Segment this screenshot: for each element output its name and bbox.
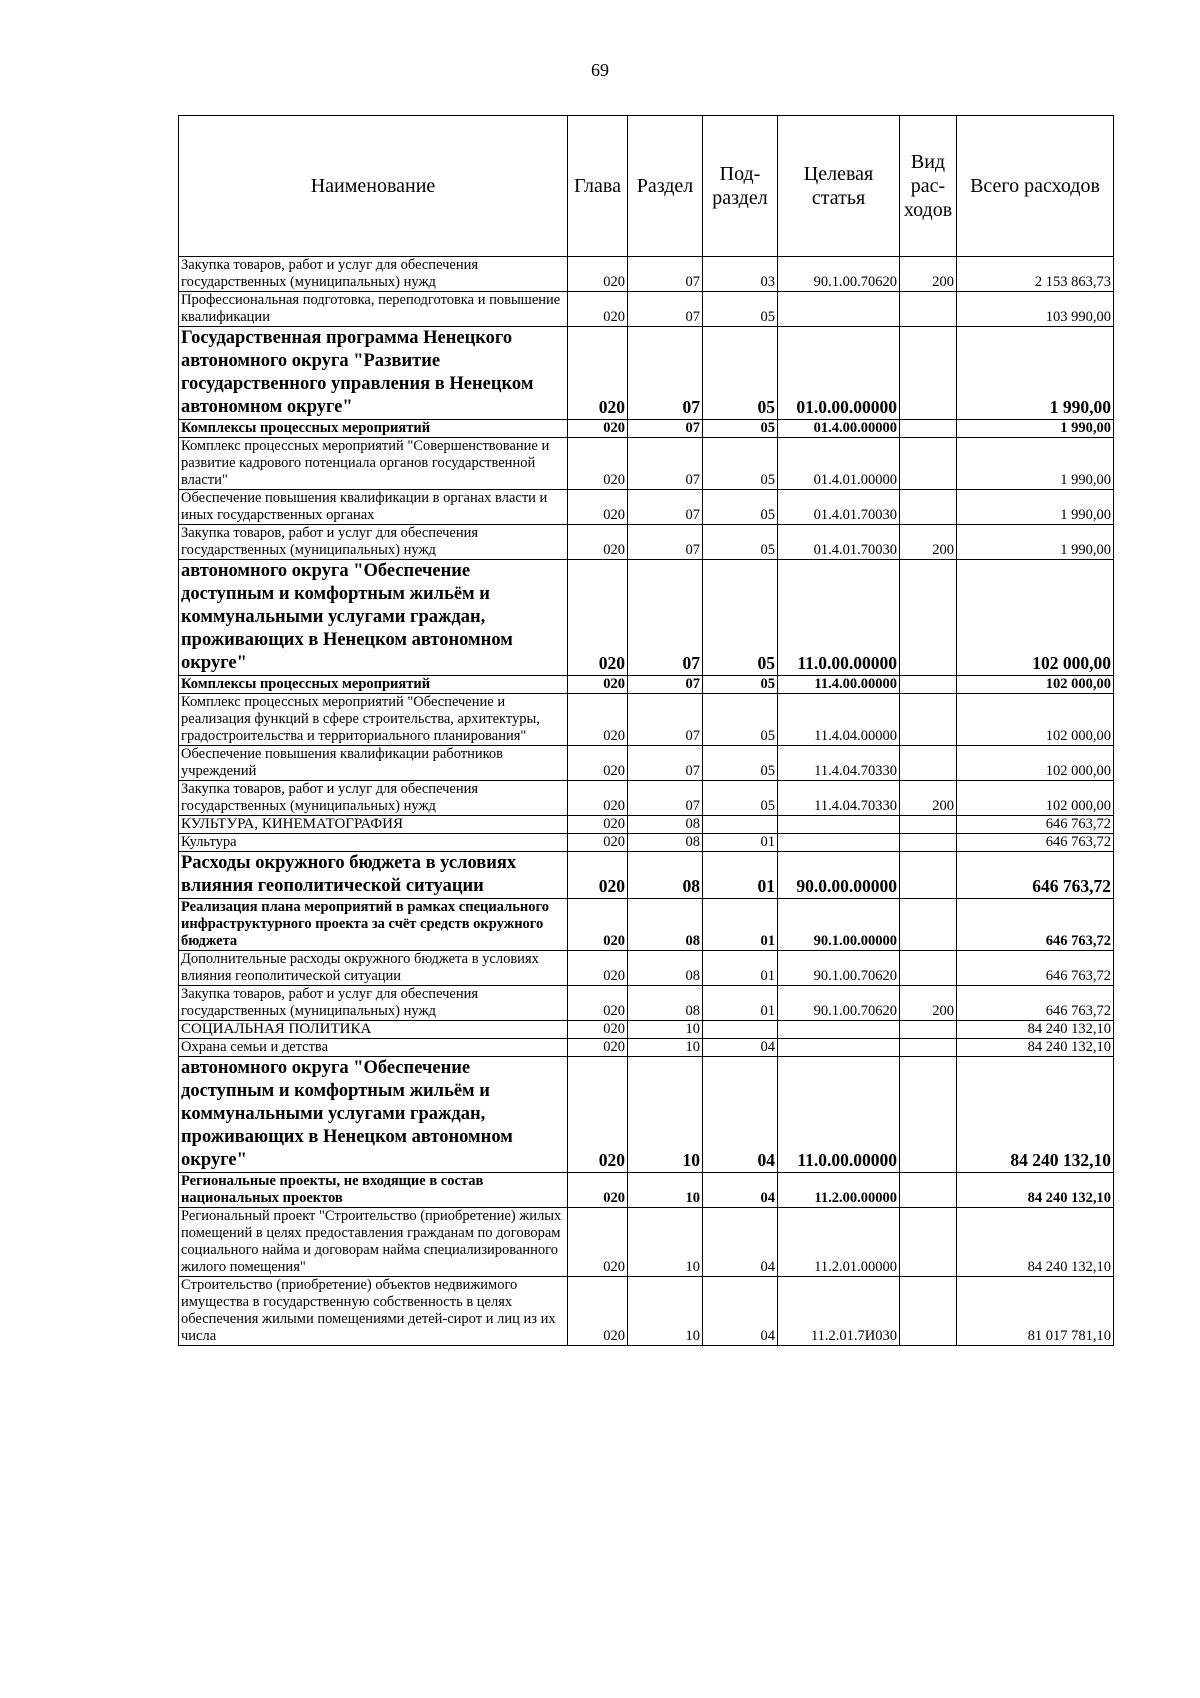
cell-chapter: 020	[568, 781, 628, 816]
cell-target	[778, 292, 900, 327]
cell-total: 646 763,72	[957, 852, 1114, 899]
cell-name: автономного округа "Обеспечение доступным и комфортным жильём и коммунальными услугами граждан, проживающих в Ненецком автономном округе"	[179, 1057, 568, 1173]
cell-name: Профессиональная подготовка, переподготовка и повышение квалификации	[179, 292, 568, 327]
cell-section: 07	[628, 781, 703, 816]
cell-subsection: 01	[703, 986, 778, 1021]
cell-subsection: 03	[703, 257, 778, 292]
table-row	[179, 1208, 1114, 1277]
cell-subsection: 01	[703, 834, 778, 852]
cell-total: 646 763,72	[957, 986, 1114, 1021]
cell-subsection: 05	[703, 560, 778, 676]
header-section: Раздел	[628, 116, 703, 257]
cell-subsection: 05	[703, 676, 778, 694]
cell-chapter: 020	[568, 525, 628, 560]
cell-name: Обеспечение повышения квалификации работников учреждений	[179, 746, 568, 781]
budget-table	[178, 115, 1114, 1346]
cell-name: Закупка товаров, работ и услуг для обеспечения государственных (муниципальных) нужд	[179, 525, 568, 560]
cell-target: 11.2.01.00000	[778, 1208, 900, 1277]
cell-target	[778, 1021, 900, 1039]
cell-total: 1 990,00	[957, 490, 1114, 525]
cell-subsection: 04	[703, 1173, 778, 1208]
cell-expense-type	[900, 560, 957, 676]
cell-subsection: 05	[703, 438, 778, 490]
cell-name: Расходы окружного бюджета в условиях влияния геополитической ситуации	[179, 852, 568, 899]
cell-target: 90.1.00.70620	[778, 951, 900, 986]
table-row	[179, 525, 1114, 560]
cell-target: 11.2.00.00000	[778, 1173, 900, 1208]
cell-target: 01.4.01.70030	[778, 490, 900, 525]
table-row	[179, 986, 1114, 1021]
cell-target: 90.0.00.00000	[778, 852, 900, 899]
cell-expense-type	[900, 1057, 957, 1173]
table-row	[179, 490, 1114, 525]
cell-chapter: 020	[568, 1021, 628, 1039]
cell-target	[778, 1039, 900, 1057]
cell-subsection: 05	[703, 746, 778, 781]
cell-target: 90.1.00.70620	[778, 257, 900, 292]
cell-subsection: 01	[703, 899, 778, 951]
table-row	[179, 438, 1114, 490]
cell-subsection: 05	[703, 781, 778, 816]
cell-name: Государственная программа Ненецкого автономного округа "Развитие государственного управления в Ненецком автономном округе"	[179, 327, 568, 420]
cell-chapter: 020	[568, 1173, 628, 1208]
cell-chapter: 020	[568, 899, 628, 951]
cell-total: 102 000,00	[957, 746, 1114, 781]
cell-section: 07	[628, 676, 703, 694]
cell-chapter: 020	[568, 490, 628, 525]
cell-name: Строительство (приобретение) объектов недвижимого имущества в государственную собственность в целях обеспечения жилыми помещениями детей-сирот и лиц из их числа	[179, 1277, 568, 1346]
cell-name: Региональные проекты, не входящие в состав национальных проектов	[179, 1173, 568, 1208]
cell-chapter: 020	[568, 1208, 628, 1277]
cell-section: 08	[628, 986, 703, 1021]
cell-subsection	[703, 816, 778, 834]
cell-expense-type	[900, 420, 957, 438]
cell-total: 1 990,00	[957, 327, 1114, 420]
cell-chapter: 020	[568, 420, 628, 438]
cell-subsection: 05	[703, 694, 778, 746]
cell-expense-type	[900, 327, 957, 420]
cell-chapter: 020	[568, 438, 628, 490]
cell-name: КУЛЬТУРА, КИНЕМАТОГРАФИЯ	[179, 816, 568, 834]
header-chapter: Глава	[568, 116, 628, 257]
cell-total: 1 990,00	[957, 525, 1114, 560]
cell-total: 646 763,72	[957, 951, 1114, 986]
cell-chapter: 020	[568, 834, 628, 852]
cell-subsection: 04	[703, 1208, 778, 1277]
cell-section: 07	[628, 257, 703, 292]
cell-section: 08	[628, 834, 703, 852]
table-row	[179, 746, 1114, 781]
cell-section: 10	[628, 1039, 703, 1057]
header-name: Наименование	[179, 116, 568, 257]
cell-section: 07	[628, 694, 703, 746]
table-row	[179, 292, 1114, 327]
cell-target: 11.4.04.00000	[778, 694, 900, 746]
cell-chapter: 020	[568, 560, 628, 676]
cell-target: 01.4.01.00000	[778, 438, 900, 490]
cell-target: 90.1.00.70620	[778, 986, 900, 1021]
cell-expense-type	[900, 1277, 957, 1346]
cell-name: Закупка товаров, работ и услуг для обеспечения государственных (муниципальных) нужд	[179, 986, 568, 1021]
cell-total: 81 017 781,10	[957, 1277, 1114, 1346]
cell-expense-type	[900, 951, 957, 986]
cell-section: 07	[628, 292, 703, 327]
table-row	[179, 327, 1114, 420]
cell-target: 11.0.00.00000	[778, 1057, 900, 1173]
cell-subsection: 05	[703, 420, 778, 438]
cell-total: 102 000,00	[957, 676, 1114, 694]
cell-expense-type: 200	[900, 986, 957, 1021]
cell-expense-type	[900, 490, 957, 525]
cell-total: 2 153 863,73	[957, 257, 1114, 292]
cell-chapter: 020	[568, 292, 628, 327]
cell-chapter: 020	[568, 746, 628, 781]
cell-subsection: 04	[703, 1277, 778, 1346]
cell-section: 10	[628, 1208, 703, 1277]
cell-chapter: 020	[568, 951, 628, 986]
cell-chapter: 020	[568, 986, 628, 1021]
cell-chapter: 020	[568, 676, 628, 694]
cell-subsection: 01	[703, 852, 778, 899]
cell-section: 07	[628, 525, 703, 560]
cell-section: 07	[628, 490, 703, 525]
cell-total: 84 240 132,10	[957, 1173, 1114, 1208]
table-row	[179, 1021, 1114, 1039]
cell-subsection: 01	[703, 951, 778, 986]
cell-section: 10	[628, 1173, 703, 1208]
cell-name: Реализация плана мероприятий в рамках специального инфраструктурного проекта за счёт средств окружного бюджета	[179, 899, 568, 951]
header-expense-type: Вид рас-ходов	[900, 116, 957, 257]
cell-total: 103 990,00	[957, 292, 1114, 327]
cell-target: 01.0.00.00000	[778, 327, 900, 420]
cell-section: 07	[628, 420, 703, 438]
cell-section: 07	[628, 438, 703, 490]
table-row	[179, 899, 1114, 951]
cell-total: 102 000,00	[957, 781, 1114, 816]
cell-subsection: 05	[703, 292, 778, 327]
cell-expense-type	[900, 852, 957, 899]
cell-chapter: 020	[568, 1057, 628, 1173]
cell-section: 08	[628, 816, 703, 834]
cell-expense-type	[900, 1173, 957, 1208]
cell-expense-type	[900, 292, 957, 327]
cell-name: автономного округа "Обеспечение доступным и комфортным жильём и коммунальными услугами граждан, проживающих в Ненецком автономном округе"	[179, 560, 568, 676]
cell-chapter: 020	[568, 1039, 628, 1057]
cell-expense-type: 200	[900, 257, 957, 292]
cell-name: Комплексы процессных мероприятий	[179, 676, 568, 694]
cell-target	[778, 816, 900, 834]
cell-subsection: 05	[703, 490, 778, 525]
table-row	[179, 1039, 1114, 1057]
cell-total: 646 763,72	[957, 816, 1114, 834]
table-row	[179, 834, 1114, 852]
cell-chapter: 020	[568, 852, 628, 899]
cell-subsection: 05	[703, 327, 778, 420]
cell-chapter: 020	[568, 1277, 628, 1346]
cell-target: 11.2.01.7И030	[778, 1277, 900, 1346]
cell-target: 01.4.01.70030	[778, 525, 900, 560]
cell-name: Комплекс процессных мероприятий "Совершенствование и развитие кадрового потенциала органов государственной власти"	[179, 438, 568, 490]
cell-total: 84 240 132,10	[957, 1021, 1114, 1039]
table-body	[179, 257, 1114, 1346]
cell-name: Региональный проект "Строительство (приобретение) жилых помещений в целях предоставления гражданам по договорам социального найма и договорам найма специализированного жилого помещения"	[179, 1208, 568, 1277]
cell-name: Охрана семьи и детства	[179, 1039, 568, 1057]
cell-expense-type	[900, 1208, 957, 1277]
cell-target	[778, 834, 900, 852]
cell-total: 102 000,00	[957, 694, 1114, 746]
cell-chapter: 020	[568, 257, 628, 292]
table-row	[179, 816, 1114, 834]
table-row	[179, 1277, 1114, 1346]
cell-target: 90.1.00.00000	[778, 899, 900, 951]
cell-target: 11.4.00.00000	[778, 676, 900, 694]
cell-expense-type	[900, 1039, 957, 1057]
cell-subsection: 05	[703, 525, 778, 560]
table-row	[179, 676, 1114, 694]
cell-expense-type	[900, 694, 957, 746]
cell-expense-type	[900, 676, 957, 694]
cell-section: 08	[628, 951, 703, 986]
cell-target: 11.4.04.70330	[778, 746, 900, 781]
cell-chapter: 020	[568, 816, 628, 834]
header-target: Целевая статья	[778, 116, 900, 257]
header-subsection: Под-раздел	[703, 116, 778, 257]
cell-expense-type	[900, 438, 957, 490]
cell-section: 10	[628, 1277, 703, 1346]
page-number: 69	[591, 60, 609, 80]
cell-name: Обеспечение повышения квалификации в органах власти и иных государственных органах	[179, 490, 568, 525]
cell-subsection: 04	[703, 1039, 778, 1057]
table-row	[179, 951, 1114, 986]
cell-chapter: 020	[568, 694, 628, 746]
table-row	[179, 420, 1114, 438]
cell-expense-type: 200	[900, 525, 957, 560]
cell-total: 1 990,00	[957, 420, 1114, 438]
cell-total: 84 240 132,10	[957, 1208, 1114, 1277]
table-row	[179, 257, 1114, 292]
table-row	[179, 560, 1114, 676]
cell-subsection: 04	[703, 1057, 778, 1173]
cell-subsection	[703, 1021, 778, 1039]
cell-total: 646 763,72	[957, 834, 1114, 852]
header-total: Всего расходов	[957, 116, 1114, 257]
cell-total: 1 990,00	[957, 438, 1114, 490]
cell-chapter: 020	[568, 327, 628, 420]
cell-name: СОЦИАЛЬНАЯ ПОЛИТИКА	[179, 1021, 568, 1039]
cell-name: Культура	[179, 834, 568, 852]
cell-expense-type	[900, 834, 957, 852]
cell-total: 102 000,00	[957, 560, 1114, 676]
cell-total: 646 763,72	[957, 899, 1114, 951]
cell-section: 10	[628, 1057, 703, 1173]
cell-expense-type	[900, 1021, 957, 1039]
cell-section: 07	[628, 560, 703, 676]
cell-section: 07	[628, 327, 703, 420]
cell-expense-type	[900, 746, 957, 781]
cell-expense-type	[900, 899, 957, 951]
table-header-row	[179, 116, 1114, 257]
table-row	[179, 694, 1114, 746]
cell-target: 11.4.04.70330	[778, 781, 900, 816]
cell-section: 07	[628, 746, 703, 781]
cell-target: 01.4.00.00000	[778, 420, 900, 438]
table-row	[179, 1057, 1114, 1173]
cell-section: 08	[628, 899, 703, 951]
cell-name: Комплексы процессных мероприятий	[179, 420, 568, 438]
cell-total: 84 240 132,10	[957, 1057, 1114, 1173]
cell-expense-type	[900, 816, 957, 834]
cell-target: 11.0.00.00000	[778, 560, 900, 676]
table-row	[179, 781, 1114, 816]
cell-total: 84 240 132,10	[957, 1039, 1114, 1057]
table-row	[179, 852, 1114, 899]
cell-name: Закупка товаров, работ и услуг для обеспечения государственных (муниципальных) нужд	[179, 781, 568, 816]
table-row	[179, 1173, 1114, 1208]
cell-name: Дополнительные расходы окружного бюджета в условиях влияния геополитической ситуации	[179, 951, 568, 986]
cell-section: 10	[628, 1021, 703, 1039]
cell-section: 08	[628, 852, 703, 899]
cell-name: Закупка товаров, работ и услуг для обеспечения государственных (муниципальных) нужд	[179, 257, 568, 292]
cell-name: Комплекс процессных мероприятий "Обеспечение и реализация функций в сфере строительства, архитектуры, градостроительства и территориального планирования"	[179, 694, 568, 746]
cell-expense-type: 200	[900, 781, 957, 816]
